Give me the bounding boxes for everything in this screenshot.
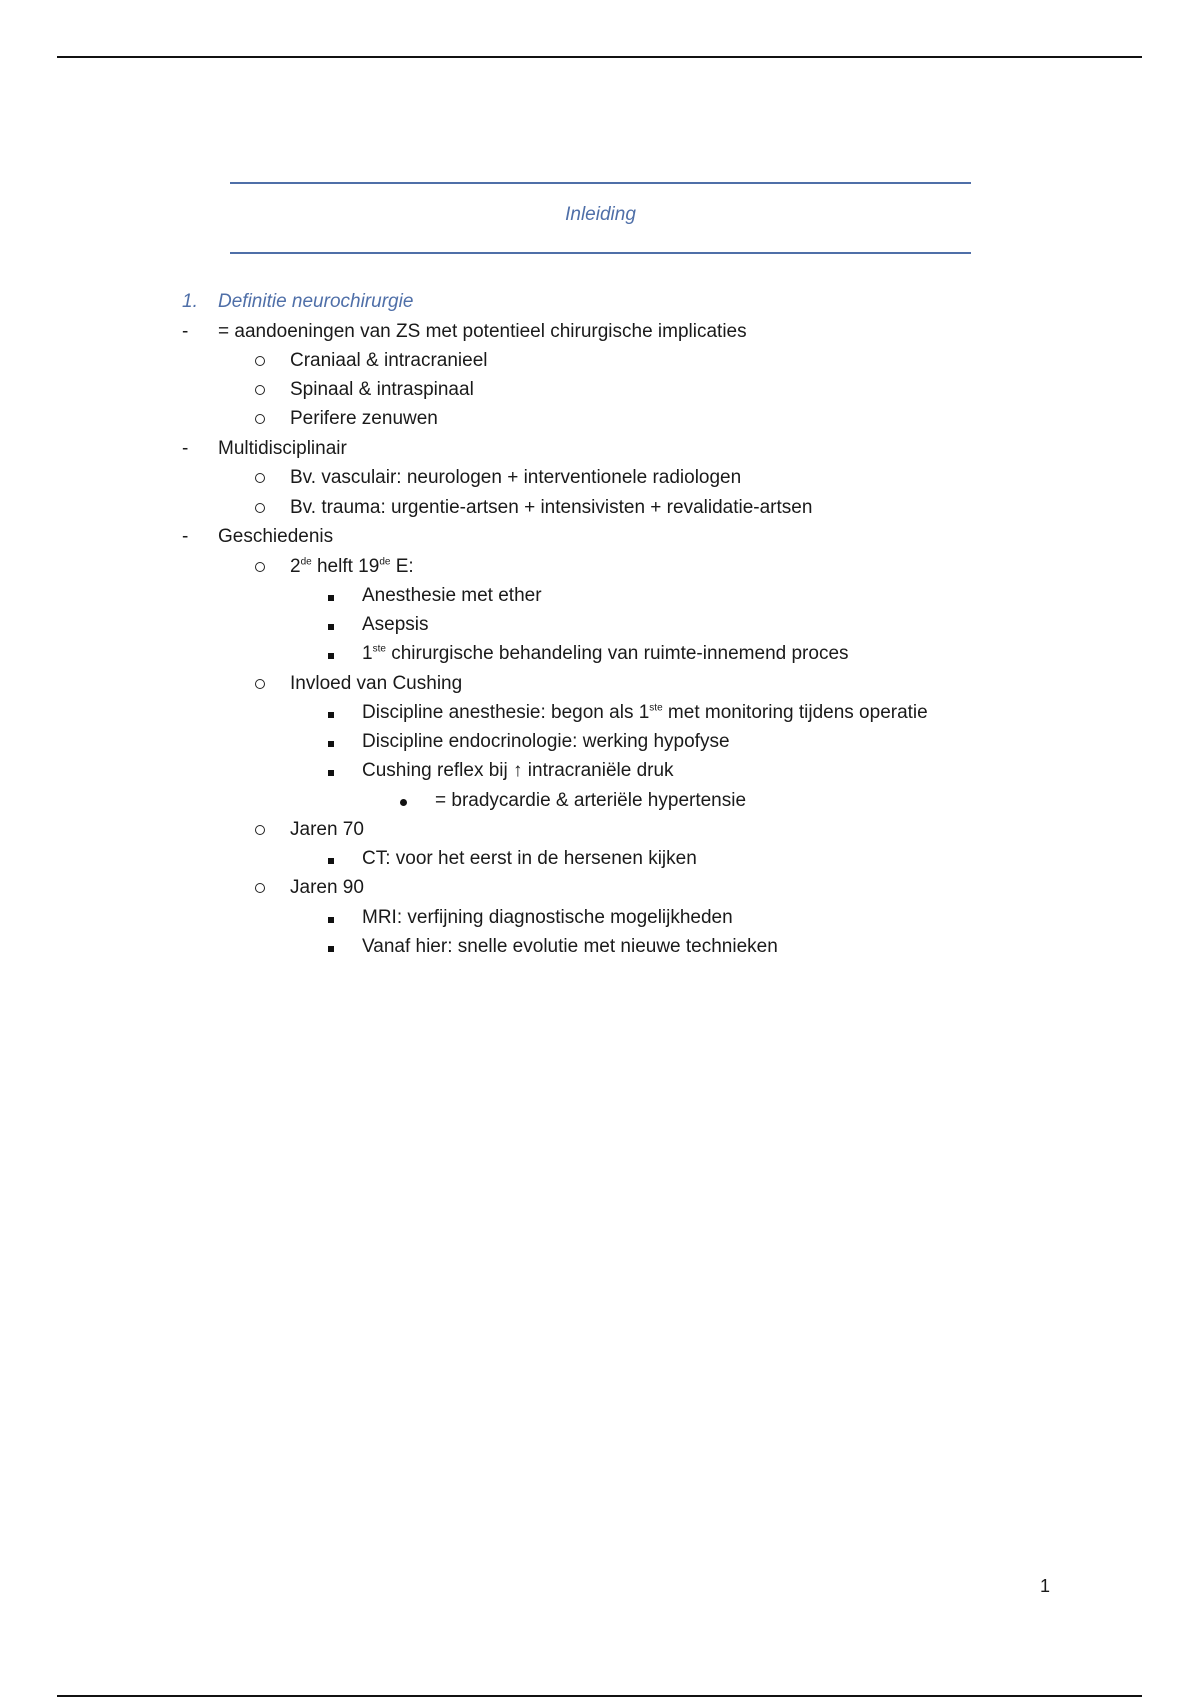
list-item: Anesthesie met ether: [362, 585, 542, 606]
section-heading: Definitie neurochirurgie: [218, 291, 414, 312]
square-bullet-icon: [328, 642, 334, 666]
circle-bullet-icon: [255, 378, 265, 402]
list-item: Craniaal & intracranieel: [290, 350, 488, 371]
dot-bullet-icon: [400, 789, 407, 813]
list-item: 1ste chirurgische behandeling van ruimte-innemend proces: [362, 643, 849, 664]
section-number: 1.: [182, 291, 198, 312]
circle-bullet-icon: [255, 407, 265, 431]
square-bullet-icon: [328, 701, 334, 725]
page-title: Inleiding: [565, 204, 636, 225]
list-item: Jaren 90: [290, 877, 364, 898]
title-block: [230, 182, 971, 254]
list-item: Bv. trauma: urgentie-artsen + intensivisten + revalidatie-artsen: [290, 497, 813, 518]
list-item: Multidisciplinair: [218, 438, 347, 459]
circle-bullet-icon: [255, 349, 265, 373]
square-bullet-icon: [328, 847, 334, 871]
list-item: 2de helft 19de E:: [290, 556, 414, 577]
square-bullet-icon: [328, 730, 334, 754]
square-bullet-icon: [328, 906, 334, 930]
list-item: = aandoeningen van ZS met potentieel chirurgische implicaties: [218, 321, 747, 342]
title-lower-rule: [230, 252, 971, 254]
circle-bullet-icon: [255, 818, 265, 842]
list-item: = bradycardie & arteriële hypertensie: [435, 790, 747, 811]
square-bullet-icon: [328, 759, 334, 783]
list-item: Discipline anesthesie: begon als 1ste met monitoring tijdens operatie: [362, 702, 928, 723]
page-number: 1: [1040, 1576, 1051, 1596]
list-item: Geschiedenis: [218, 526, 334, 547]
list-item: Spinaal & intraspinaal: [290, 379, 474, 400]
list-item: Vanaf hier: snelle evolutie met nieuwe technieken: [362, 936, 778, 957]
list-item: Invloed van Cushing: [290, 673, 463, 694]
list-item: Discipline endocrinologie: werking hypofyse: [362, 731, 730, 752]
dash-bullet: -: [182, 321, 189, 342]
dash-bullet: -: [182, 438, 189, 459]
square-bullet-icon: [328, 935, 334, 959]
circle-bullet-icon: [255, 672, 265, 696]
list-item: Jaren 70: [290, 819, 364, 840]
circle-bullet-icon: [255, 496, 265, 520]
square-bullet-icon: [328, 584, 334, 608]
page-top-rule: [57, 56, 1142, 58]
dash-bullet: -: [182, 526, 189, 547]
page-bottom-rule: [57, 1695, 1142, 1697]
circle-bullet-icon: [255, 466, 265, 490]
title-upper-rule: [230, 182, 971, 184]
list-item: MRI: verfijning diagnostische mogelijkheden: [362, 907, 733, 928]
list-item: Bv. vasculair: neurologen + interventionele radiologen: [290, 467, 742, 488]
list-item: Asepsis: [362, 614, 429, 635]
circle-bullet-icon: [255, 876, 265, 900]
list-item: Cushing reflex bij ↑ intracraniële druk: [362, 760, 674, 781]
square-bullet-icon: [328, 613, 334, 637]
list-item: CT: voor het eerst in de hersenen kijken: [362, 848, 697, 869]
circle-bullet-icon: [255, 555, 265, 579]
list-item: Perifere zenuwen: [290, 408, 438, 429]
